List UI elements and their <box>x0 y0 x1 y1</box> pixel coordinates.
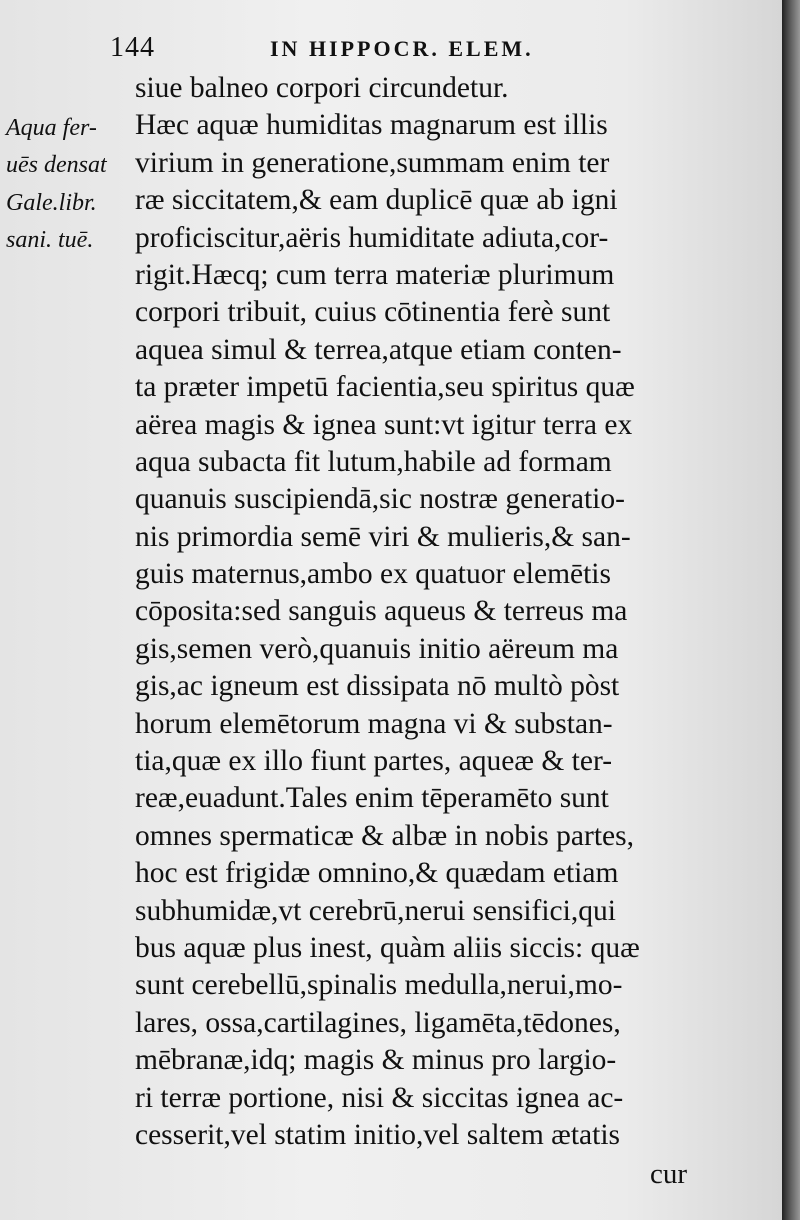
text-line: omnes spermaticæ & albæ in nobis partes, <box>135 819 634 852</box>
marginal-note-line: sani. tuē. <box>6 227 94 254</box>
text-line: tia,quæ ex illo fiunt partes, aqueæ & ter- <box>135 745 613 778</box>
text-line: lares, ossa,cartilagines, ligamēta,tēdones, <box>135 1006 621 1039</box>
text-line: gis,ac igneum est dissipata nō multò pòst <box>135 670 620 703</box>
text-line: horum elemētorum magna vi & substan- <box>135 707 613 740</box>
running-head: IN HIPPOCR. ELEM. <box>270 36 534 61</box>
text-line: guis maternus,ambo ex quatuor elemētis <box>135 558 611 591</box>
text-line: aqua subacta fit lutum,habile ad formam <box>135 445 612 478</box>
text-line: siue balneo corpori circundetur. <box>135 72 509 104</box>
text-line: aquea simul & terrea,atque etiam conten- <box>135 333 622 366</box>
text-line: corpori tribuit, cuius cōtinentia ferè sunt <box>135 296 611 329</box>
text-line: gis,semen verò,quanuis initio aëreum ma <box>135 632 619 665</box>
text-line: subhumidæ,vt cerebrū,nerui sensifici,qui <box>135 894 616 927</box>
text-line: virium in generatione,summam enim ter <box>135 146 610 179</box>
text-line: aërea magis & ignea sunt:vt igitur terra ex <box>135 408 633 441</box>
text-line: cōposita:sed sanguis aqueus & terreus ma <box>135 595 628 628</box>
body-text <box>135 70 715 1154</box>
text-line: mēbranæ,idq; magis & minus pro largio- <box>135 1044 617 1077</box>
text-line: rigit.Hæcq; cum terra materiæ plurimum <box>135 258 615 291</box>
text-line: bus aquæ plus inest, quàm aliis siccis: quæ <box>135 931 640 964</box>
text-line: reæ,euadunt.Tales enim tēperamēto sunt <box>135 782 609 815</box>
page-number: 144 <box>110 32 155 63</box>
marginal-note <box>6 110 134 260</box>
marginal-note-line: uēs densat <box>6 152 107 179</box>
text-line: cesserit,vel statim initio,vel saltem ætatis <box>135 1118 621 1151</box>
page-header <box>0 30 764 70</box>
text-line: sunt cerebellū,spinalis medulla,nerui,mo- <box>135 969 623 1002</box>
text-line: nis primordia semē viri & mulieris,& san- <box>135 520 631 553</box>
text-line: hoc est frigidæ omnino,& quædam etiam <box>135 857 619 890</box>
catchword: cur <box>650 1158 688 1190</box>
text-line: ræ siccitatem,& eam duplicē quæ ab igni <box>135 184 618 217</box>
text-line: ta præter impetū facientia,seu spiritus quæ <box>135 371 635 404</box>
text-line: Hæc aquæ humiditas magnarum est illis <box>135 109 608 142</box>
page-edge-shadow <box>782 0 800 1220</box>
text-line: quanuis suscipiendā,sic nostræ generatio- <box>135 483 625 516</box>
marginal-note-line: Gale.libr. <box>6 189 97 216</box>
text-line: proficiscitur,aëris humiditate adiuta,cor- <box>135 221 609 254</box>
text-line: ri terræ portione, nisi & siccitas ignea ac- <box>135 1081 624 1114</box>
marginal-note-line: Aqua fer- <box>6 115 97 141</box>
